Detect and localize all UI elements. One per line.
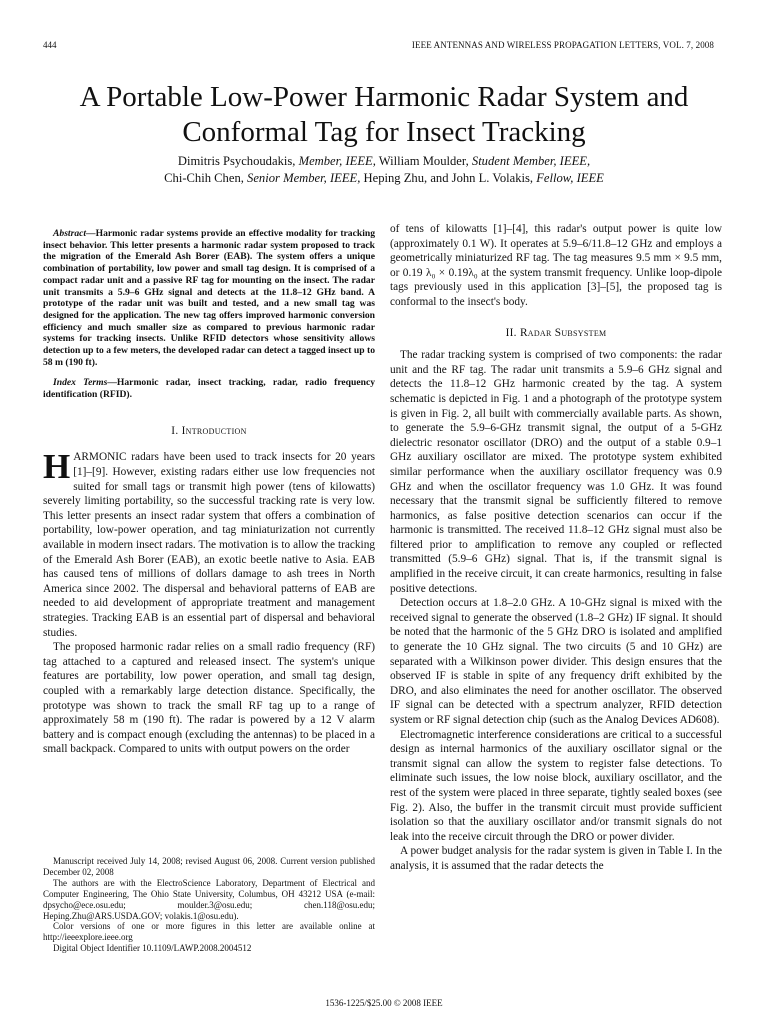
left-column (43, 228, 375, 954)
intro-continuation: of tens of kilowatts [1]–[4], this radar's output power is quite low (approximately 0.1 W). It operates at 5.9–6/11.8–12 GHz and employs a geometrically miniaturized RF tag. The tag measures 9.5 mm × 9.5 mm, or 0.19 λ₀ × 0.19λ₀ at the system transmit frequency. Unlike loop-dipole tags previously used in this application [3]–[5], the proposed tag is conformal to the insect's body. (390, 223, 722, 308)
abstract-text: Harmonic radar systems provide an effective modality for tracking insect behavior. This letter presents a harmonic radar system proposed to track the migration of the Emerald Ash Borer (EAB). The system offers a unique combination of portability, low power and small tag design. It is comprised of a compact radar unit and a passive RF tag for mounting on the insect. The radar unit transmits a 5.9–6 GHz signal and detects at the 11.8–12 GHz band. A prototype of the radar unit was built and tested, and a new small tag was designed for the application. The new tag offers improved harmonic conversion efficiency and much smaller size as compared to previous harmonic radar systems for tracking insects. Unlike RFID detectors whose sensitivity allows detection up to a few meters, the developed radar can detect a tagged insect up to 58 m (190 ft). (43, 228, 375, 368)
footnote-manuscript: Manuscript received July 14, 2008; revised August 06, 2008. Current version published December 02, 2008 (43, 856, 375, 877)
index-terms-text: Harmonic radar, insect tracking, radar, radio frequency identification (RFID). (43, 377, 375, 401)
abstract (43, 228, 375, 368)
paper-title (30, 80, 738, 150)
intro-paragraph-2: The proposed harmonic radar relies on a small radio frequency (RF) tag attached to a captured and released insect. The system's unique features are portability, low power operation, and small tag design, coupled with a remarkably large detection distance. Specifically, the prototype was shown to track the small RF tag up to a range of approximately 58 m (190 ft). The radar is powered by a 12 V alarm battery and is compact enough (excluding the antennas) to be placed in a small backpack. Compared to units with output powers on the order (43, 641, 375, 756)
radar-paragraph-3: Electromagnetic interference considerations are critical to a successful design as internal harmonics of the auxiliary oscillator signal or the transmit signal can allow the system to register false detections. To eliminate such issues, the low noise block, auxiliary oscillator, and the rest of the system were placed in three separate, tightly sealed boxes (see Fig. 2). Also, the buffer in the transmit circuit must provide sufficient isolation so that the auxiliary oscillator and/or transmit signals do not leak into the receive circuit through the DRO or power divider. (390, 728, 722, 843)
author-3-role: Senior Member, IEEE, (247, 171, 361, 185)
author-2-role: Student Member, IEEE, (471, 154, 591, 168)
intro-lead-word: ARMONIC (73, 451, 127, 464)
footnote-color: Color versions of one or more figures in this letter are available online at http://ieeexplore.ieee.org (43, 921, 375, 943)
abstract-label: Abstract— (53, 228, 96, 239)
journal-header: IEEE ANTENNAS AND WIRELESS PROPAGATION LETTERS, VOL. 7, 2008 (411, 40, 714, 50)
footnote-doi: Digital Object Identifier 10.1109/LAWP.2008.2004512 (53, 943, 252, 954)
section-1-number: I. (171, 424, 179, 437)
index-terms (43, 377, 375, 400)
author-3: Chi-Chih Chen, (164, 171, 244, 185)
radar-paragraph-4: A power budget analysis for the radar system is given in Table I. In the analysis, it is assumed that the radar detects the (390, 845, 722, 872)
author-1: Dimitris Psychoudakis, (177, 154, 296, 168)
section-1-title: Introduction (181, 424, 247, 437)
author-5: John L. Volakis, (451, 171, 534, 185)
author-5-role: Fellow, IEEE (536, 171, 604, 185)
right-column (390, 222, 722, 874)
drop-cap: H (43, 447, 71, 487)
footnote-authors: The authors are with the ElectroScience Laboratory, Department of Electrical and Computer Engineering, The Ohio State University, Columbus, OH 43212 USA (e-mail: dpsycho@ece.osu.edu; moulder.3@osu.edu; chen.118@osu.edu; Heping.Zhu@ARS.USDA.GOV; volakis.1@osu.edu). (43, 877, 375, 921)
intro-text-1: radars have been used to track insects for 20 years [1]–[9]. However, existing radars either use low frequencies not suited for small tags or transmit high power (tens of kilowatts) severely limiting portability, so the successful tracking rate is very low. This letter presents an insect radar system that offers a combination of portability, low-power operation, and tag miniaturization not currently available in modern insect radars. The motivation is to allow the tracking of the Emerald Ash Borer (EAB), an exotic beetle native to Asia. EAB has caused tens of millions of dollars damage to ash trees in North America since 2002. The dispersal and behavioral patterns of EAB are needed to aid development of appropriate treatment and management strategies. Tracking EAB is an essential part of dispersal and behavioral studies. (43, 451, 375, 639)
title-line-1: A Portable Low-Power Harmonic Radar System and (79, 81, 689, 113)
radar-paragraph-2: Detection occurs at 1.8–2.0 GHz. A 10-GHz signal is mixed with the received signal to generate the observed (1.8–2 GHz) IF signal. It should be noted that the harmonic of the 5 GHz DRO is isolated and amplified to generate the 10 GHz signal. The two circuits (5 and 10 GHz) are separated with a Wilkinson power divider. This design ensures that the observed IF is stable in spite of any frequency drift exhibited by the DRO, and also eliminates the need for another oscillator. The observed IF signal can be detected with a spectrum analyzer, RFID detection system or RF signal detection chip (such as the Analog Devices AD608). (390, 597, 722, 726)
author-2: William Moulder, (378, 154, 469, 168)
copyright-footer: 1536-1225/$25.00 © 2008 IEEE (325, 998, 443, 1008)
section-1-heading (43, 424, 375, 439)
radar-paragraph-1: The radar tracking system is comprised of two components: the radar unit and the RF tag. The radar unit transmits a 5.9–6 GHz signal and detects the 11.8–12 GHz harmonic created by the tag. A system schematic is depicted in Fig. 1 and a photograph of the prototype system is given in Fig. 2, all built with commercially available parts. As shown, to generate the 5.9–6-GHz transmit signal, the output of a 5-GHz dielectric resonator oscillator (DRO) and the output of a stable 0.9–1 GHz auxiliary oscillator are mixed. The prototype system exhibited similar performance when the auxiliary oscillator frequency was 0.9 GHz and when the oscillator frequency was 1.0 GHz. It was found necessary that the transmit signal be sufficiently filtered to remove harmonics, as false positive detection scenarios can occur if the harmonic is transmitted. The received 11.8–12 GHz signal must also be filtered prior to amplification to remove any coupled or reflected transmitted (5.9–6 GHz) signal. That is, if the transmit signal is amplified in the receive circuit, it can create harmonics, resulting in false positive detections. (390, 349, 722, 595)
footnotes (43, 856, 375, 954)
section-2-title: Radar Subsystem (519, 326, 607, 339)
section-2-number: II. (505, 326, 517, 339)
title-line-2: Conformal Tag for Insect Tracking (182, 116, 586, 148)
author-4: Heping Zhu, and (363, 171, 449, 185)
author-1-role: Member, IEEE, (298, 154, 376, 168)
intro-paragraph-1 (43, 447, 375, 640)
section-2-heading (390, 326, 722, 341)
author-list (30, 153, 738, 187)
page-number: 444 (43, 40, 57, 50)
index-terms-label: Index Terms— (53, 377, 117, 389)
